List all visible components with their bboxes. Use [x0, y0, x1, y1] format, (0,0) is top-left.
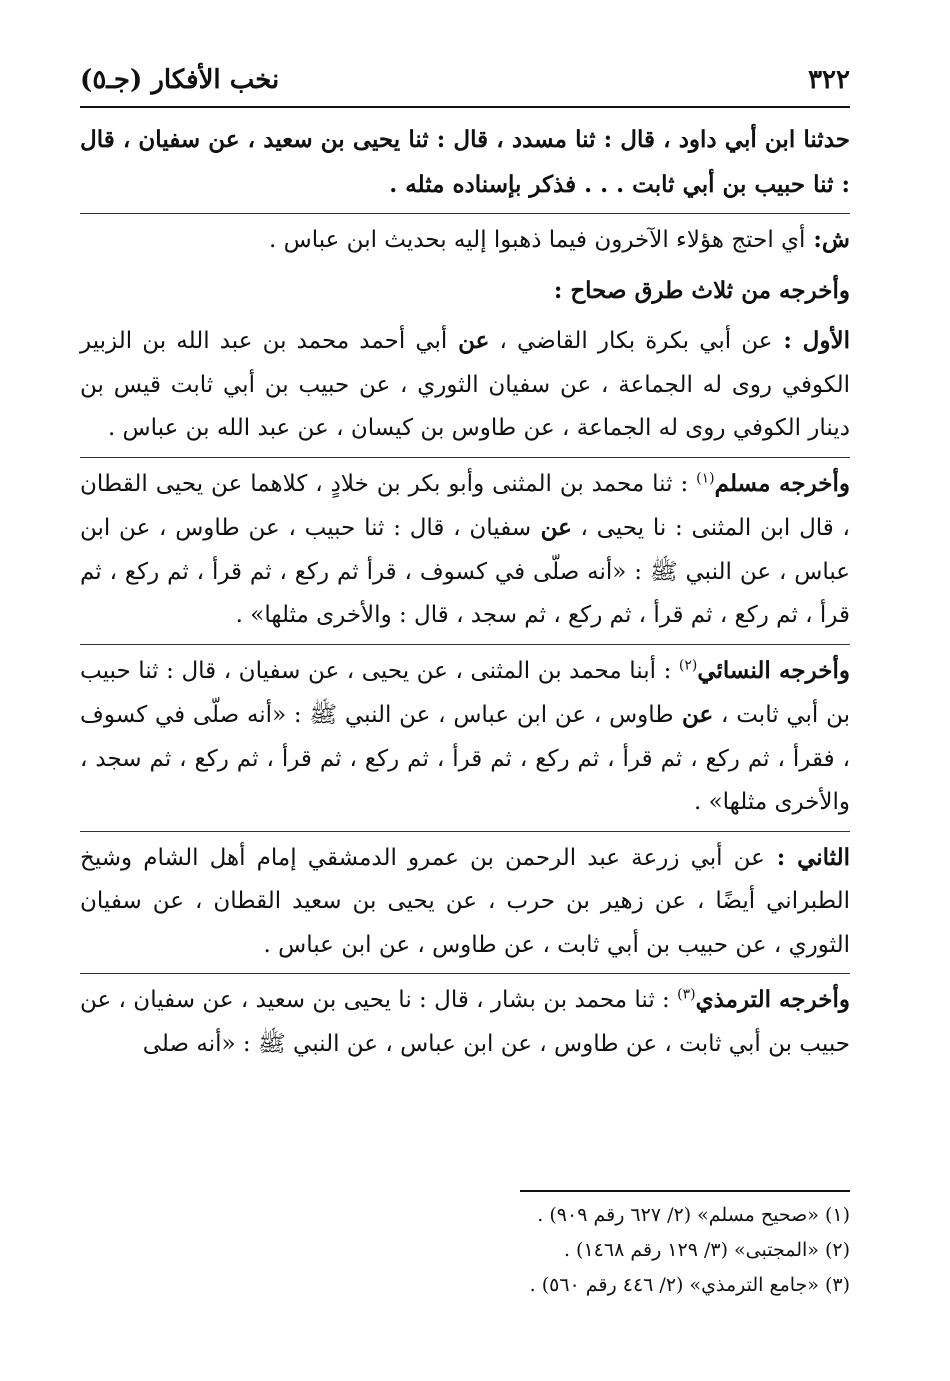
text-run: : ثنا محمد بن بشار ، قال : نا يحيى بن سعيد ، عن سفيان ، عن حبيب بن أبي ثابت ، عن طاوس ، عن ابن عباس ، عن النبي ﷺ : «أنه صلى	[80, 987, 850, 1057]
header-divider	[80, 106, 850, 108]
footnote-item: (٣) «جامع الترمذي» (٢/ ٤٤٦ رقم ٥٦٠) .	[529, 1274, 850, 1296]
text-run: : أبنا محمد بن المثنى ، عن يحيى ، عن سفيان ، قال : ثنا حبيب بن أبي ثابت ،	[80, 657, 850, 728]
text-run: أبي أحمد محمد بن عبد الله بن الزبير الكوفي روى له الجماعة ، عن سفيان الثوري ، عن حبيب بن أبي ثابت قيس بن دينار الكوفي روى له الجماعة ، عن طاوس بن كيسان ، عن عبد الله بن عباس .	[80, 328, 850, 441]
text-run: عن أبي زرعة عبد الرحمن بن عمرو الدمشقي إمام أهل الشام وشيخ الطبراني أيضًا ، عن زهير بن حرب ، عن يحيى بن سعيد القطان ، عن سفيان الثوري ، عن حبيب بن أبي ثابت ، عن طاوس ، عن ابن عباس .	[80, 844, 850, 958]
bold-run: عن	[531, 514, 572, 541]
bold-run: ش:	[805, 226, 850, 253]
footnote-item: (١) «صحيح مسلم» (٢/ ٦٢٧ رقم ٩٠٩) .	[537, 1204, 850, 1226]
paragraph	[80, 213, 850, 263]
text-run: طاوس ، عن ابن عباس ، عن النبي ﷺ : «أنه صلّى في كسوف ، فقرأ ، ثم ركع ، ثم قرأ ، ثم ركع ، ثم قرأ ، ثم ركع ، ثم قرأ ، ثم ركع ، ثم سجد ، والأخرى مثلها» .	[80, 702, 850, 815]
text-run: سفيان ، قال : ثنا حبيب ، عن طاوس ، عن ابن عباس ، عن النبي ﷺ : «أنه صلّى في كسوف ، قرأ ثم ركع ، ثم قرأ ، ثم ركع ، ثم قرأ ، ثم ركع ، ثم قرأ ، ثم ركع ، ثم سجد ، قال : والأخرى مثلها» .	[80, 515, 850, 628]
paragraph	[80, 457, 850, 638]
footnote-item: (٢) «المجتبى» (٣/ ١٢٩ رقم ١٤٦٨) .	[563, 1239, 850, 1261]
footnote-divider	[520, 1190, 850, 1192]
running-header	[80, 60, 850, 100]
bold-run: الأول :	[772, 327, 850, 354]
paragraph	[80, 118, 850, 207]
paragraph	[80, 269, 850, 314]
text-run: أي احتج هؤلاء الآخرون فيما ذهبوا إليه بحديث ابن عباس .	[269, 227, 806, 253]
bold-run: وأخرجه الترمذي	[695, 986, 850, 1013]
bold-run: حدثنا ابن أبي داود ، قال : ثنا مسدد ، قال : ثنا يحيى بن سعيد ، عن سفيان ، قال : ثنا حبيب بن أبي ثابت . . . فذكر بإسناده مثله .	[80, 126, 850, 198]
page-number: ٣٢٢	[808, 65, 850, 95]
text-run: عن أبي بكرة بكار القاضي ،	[489, 328, 773, 354]
paragraph	[80, 644, 850, 825]
paragraph	[80, 831, 850, 968]
text-run: : ثنا محمد بن المثنى وأبو بكر بن خلادٍ ، كلاهما عن يحيى القطان ، قال ابن المثنى : نا يحيى ،	[80, 470, 850, 541]
bold-run: عن	[673, 701, 714, 728]
footnotes	[80, 1198, 850, 1303]
main-text	[80, 118, 850, 1072]
bold-run: وأخرجه مسلم	[714, 469, 850, 497]
bold-run: وأخرجه من ثلاث طرق صحاح :	[553, 276, 850, 304]
book-title: نخب الأفكار (جـ٥)	[80, 65, 280, 95]
footnote-ref[interactable]: (٢)	[678, 656, 698, 673]
footnote-ref[interactable]: (٣)	[677, 986, 696, 1003]
footnote-ref[interactable]: (١)	[696, 469, 715, 486]
paragraph	[80, 973, 850, 1066]
bold-run: الثاني :	[764, 843, 850, 871]
bold-run: وأخرجه النسائي	[697, 656, 850, 684]
paragraph	[80, 319, 850, 451]
bold-run: عن	[447, 327, 490, 354]
